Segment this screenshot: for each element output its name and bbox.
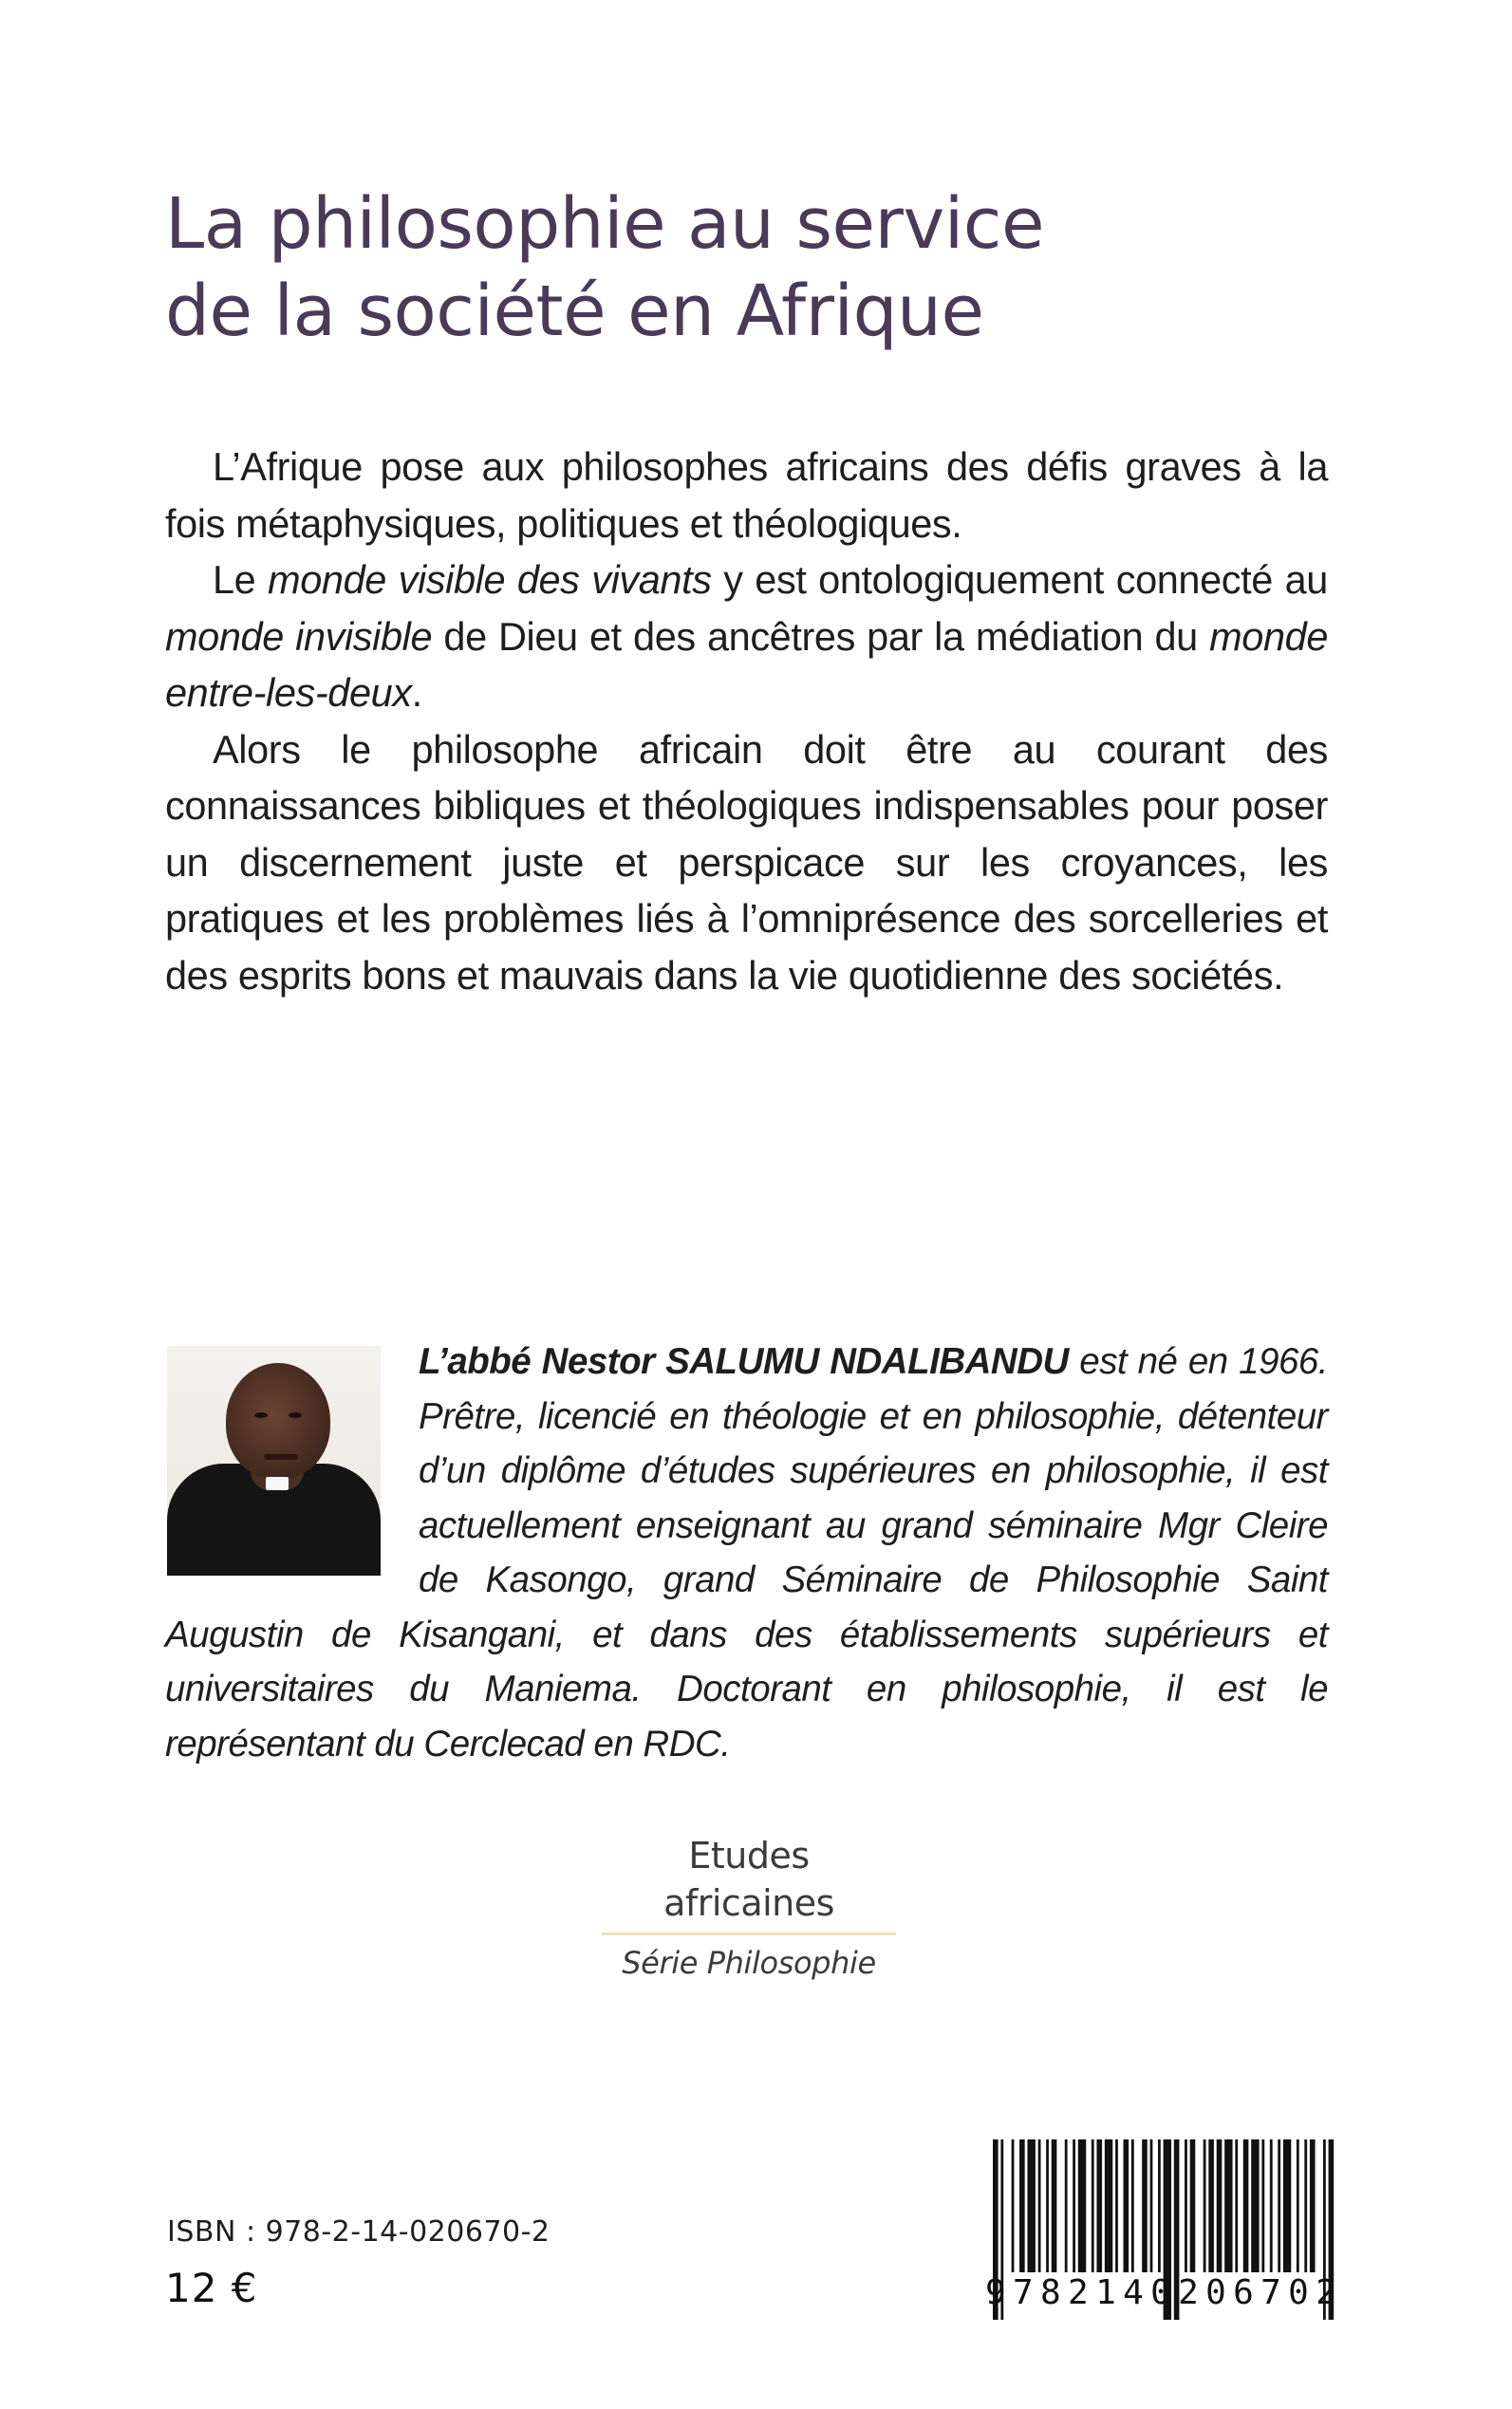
blurb-text: y est ontologiquement connecté au xyxy=(711,557,1328,602)
barcode-digit: 0 xyxy=(1288,2273,1309,2312)
barcode-bar xyxy=(1310,2139,1316,2272)
barcode-bar xyxy=(1283,2139,1291,2272)
blurb-emphasis: monde invisible xyxy=(165,613,433,659)
barcode-bar xyxy=(1046,2139,1049,2272)
barcode-bar xyxy=(1224,2139,1232,2272)
author-name: L’abbé Nestor SALUMU NDALIBANDU xyxy=(419,1341,1069,1382)
barcode-bar xyxy=(1185,2139,1187,2272)
barcode-bar xyxy=(1217,2139,1223,2272)
barcode-bar xyxy=(1204,2139,1206,2272)
barcode-bar xyxy=(1270,2139,1273,2272)
series-subtitle: Série Philosophie xyxy=(622,1945,876,1981)
barcode-bar xyxy=(1297,2139,1299,2272)
title-line-2: de la société en Afrique xyxy=(165,271,984,352)
barcode-digit: 2 xyxy=(1316,2273,1336,2312)
book-title xyxy=(165,180,1361,355)
barcode-digit: 0 xyxy=(1150,2273,1171,2312)
barcode-digit: 1 xyxy=(1095,2273,1116,2312)
series-divider xyxy=(602,1933,896,1935)
barcode-bar xyxy=(1027,2139,1035,2272)
blurb-text: Le xyxy=(213,557,269,602)
barcode-bar xyxy=(1278,2139,1280,2272)
barcode-bar xyxy=(1073,2139,1075,2272)
barcode-digit: 4 xyxy=(1123,2273,1144,2312)
barcode-digit: 0 xyxy=(1205,2273,1226,2312)
barcode-bar xyxy=(1078,2139,1086,2272)
barcode-bar xyxy=(1190,2139,1196,2272)
price-text: 12 € xyxy=(165,2265,258,2311)
barcode-bar xyxy=(1105,2139,1112,2272)
blurb-text: . xyxy=(411,670,422,715)
series-block xyxy=(602,1832,896,1981)
barcode-digits xyxy=(985,2273,1336,2312)
barcode-bar xyxy=(1304,2139,1307,2272)
author-photo xyxy=(167,1346,381,1576)
barcode-bar xyxy=(1131,2139,1134,2272)
barcode-digit: 9 xyxy=(985,2273,1006,2312)
barcode-bar xyxy=(1092,2139,1094,2272)
barcode-bar xyxy=(1243,2139,1249,2272)
barcode-digit: 8 xyxy=(1040,2273,1061,2312)
barcode-bar xyxy=(1096,2139,1102,2272)
author-bio xyxy=(165,1335,1328,1771)
barcode-bar xyxy=(1142,2139,1148,2272)
barcode-bar xyxy=(1158,2139,1161,2272)
barcode-digit: 2 xyxy=(1178,2273,1199,2312)
barcode-digit: 7 xyxy=(1013,2273,1034,2312)
barcode-bar xyxy=(1235,2139,1238,2272)
isbn-text: ISBN : 978-2-14-020670-2 xyxy=(167,2215,551,2249)
barcode-digit: 7 xyxy=(1260,2273,1281,2312)
blurb-paragraph-2 xyxy=(165,551,1328,721)
barcode-bar xyxy=(1208,2139,1214,2272)
barcode-bar xyxy=(1052,2139,1057,2272)
barcode-bar xyxy=(1038,2139,1041,2272)
blurb-emphasis: monde visible des vivants xyxy=(268,557,712,602)
barcode-bar xyxy=(1261,2139,1264,2272)
author-bio-text: est né en 1966. Prêtre, licencié en théologie et en philosophie, détenteur d’un diplôme d’études supérieures en philosophie, il est actuellement enseignant au grand séminaire Mgr Cleire de Kasongo, grand Séminaire de Philosophie Saint Augustin de Kisangani, et dans des établissements supérieurs et universitaires du Maniema. Doctorant en philosophie, il est le représentant du Cerclecad en RDC. xyxy=(165,1341,1328,1765)
back-cover-blurb xyxy=(165,439,1328,1003)
barcode-bar xyxy=(1124,2139,1129,2272)
barcode-digit: 2 xyxy=(1068,2273,1089,2312)
barcode-digit: 6 xyxy=(1233,2273,1254,2312)
barcode-bar xyxy=(1065,2139,1068,2272)
barcode-bar xyxy=(1150,2139,1153,2272)
blurb-emphasis: monde entre-les-deux xyxy=(165,613,1329,715)
title-line-1: La philosophie au service xyxy=(165,183,1045,265)
blurb-text: de Dieu et des ancêtres par la médiation du xyxy=(432,613,1210,659)
barcode-bar xyxy=(1012,2139,1015,2272)
series-name: Etudes africaines xyxy=(663,1835,834,1924)
barcode-bar xyxy=(1115,2139,1118,2272)
barcode-bar xyxy=(1251,2139,1259,2272)
blurb-paragraph-3: Alors le philosophe africain doit être au courant des connaissances bibliques et théologiques indispensables pour poser un discernement juste et perspicace sur les croyances, les pratiques et les problèmes liés à l’omniprésence des sorcelleries et des esprits bons et mauvais dans la vie quotidienne des sociétés. xyxy=(165,726,1328,998)
blurb-paragraph-1: L’Afrique pose aux philosophes africains des défis graves à la fois métaphysiques, politiques et théologiques. xyxy=(165,444,1328,546)
barcode-bar xyxy=(1019,2139,1025,2272)
